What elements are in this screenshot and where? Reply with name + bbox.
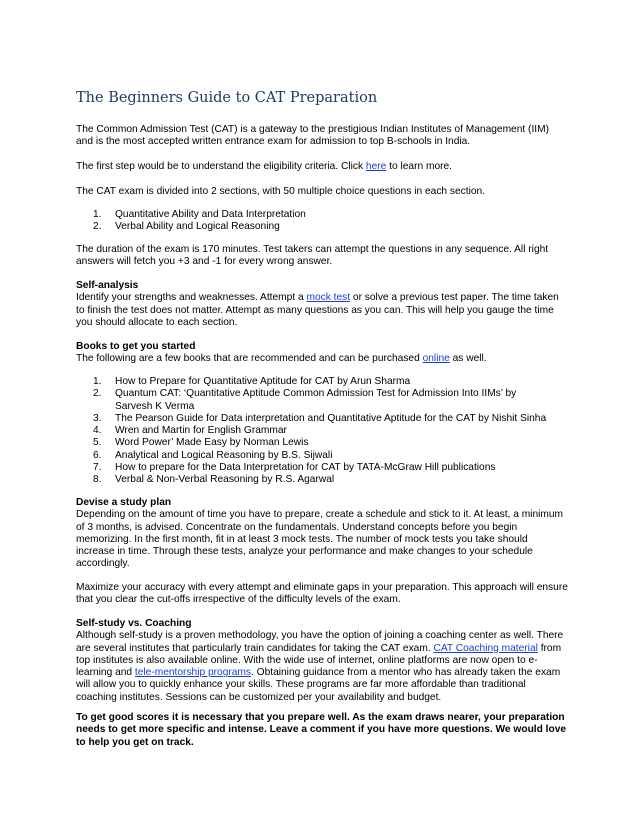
self-analysis-body: Identify your strengths and weaknesses. Attempt a mock test or solve a previous test paper. The time taken to finish the test does not matter. Attempt as many questions as you can. This will help you gauge the time you should allocate to each section. xyxy=(76,292,559,328)
coaching-body: Although self-study is a proven methodology, you have the option of joining a coaching center as well. There are several institutes that particularly train candidates for taking the CAT exam. CAT Coaching material from top institutes is also available online. With the wide use of internet, online platforms are now open to e-learning and tele-mentorship programs. Obtaining guidance from a mentor who has already taken the exam will allow you to quickly enhance your skills. These programs are far more affordable than traditional coaching institutes. Sessions can be customized per your availability and budget. xyxy=(76,630,564,703)
list-item: 2. Quantum CAT: ‘Quantitative Aptitude Common Admission Test for Admission Into IIMs’ by Sarvesh K Verma xyxy=(93,388,517,412)
study-plan-body: Depending on the amount of time you have to prepare, create a schedule and stick to it. At least, a minimum of 3 months, is advised. Concentrate on the fundamentals. Understand concepts before you begin memorizing. In the first month, fit in at least 3 mock tests. The number of mock tests you take should increase in time. Through these tests, analyze your performance and make changes to your schedule accordingly. xyxy=(76,509,564,570)
sections-list xyxy=(76,209,568,234)
list-item: 6. Analytical and Logical Reasoning by B.S. Sijwali xyxy=(93,449,333,461)
coaching-section xyxy=(76,618,568,704)
mock-test-link[interactable]: mock test xyxy=(306,292,351,304)
list-item: 1. Quantitative Ability and Data Interpretation xyxy=(93,209,306,220)
books-section xyxy=(76,341,568,366)
eligibility-paragraph: The first step would be to understand the eligibility criteria. Click here to learn more. xyxy=(76,161,452,172)
sections-intro: The CAT exam is divided into 2 sections, with 50 multiple choice questions in each section. xyxy=(76,186,486,197)
study-plan-heading: Devise a study plan xyxy=(76,497,172,508)
intro-paragraph: The Common Admission Test (CAT) is a gateway to the prestigious Indian Institutes of Management (IIM) and is the most accepted written entrance exam for admission to top B-schools in India. xyxy=(76,124,549,148)
coaching-heading: Self-study vs. Coaching xyxy=(76,618,192,629)
accuracy-paragraph: Maximize your accuracy with every attempt and eliminate gaps in your preparation. This approach will ensure that you clear the cut-offs irrespective of the difficulty levels of the exam. xyxy=(76,582,568,606)
online-link[interactable]: online xyxy=(422,353,450,365)
study-plan-section xyxy=(76,497,568,571)
list-item: 2. Verbal Ability and Logical Reasoning xyxy=(93,221,280,233)
list-item: 1. How to Prepare for Quantitative Aptitude for CAT by Arun Sharma xyxy=(93,376,411,387)
page-title: The Beginners Guide to CAT Preparation xyxy=(76,90,378,106)
tele-mentorship-link[interactable]: tele-mentorship programs xyxy=(134,667,251,679)
list-item: 8. Verbal & Non-Verbal Reasoning by R.S. Agarwal xyxy=(93,474,335,486)
list-item: 3. The Pearson Guide for Data interpretation and Quantitative Aptitude for the CAT by Nishit Sinha xyxy=(93,412,547,424)
list-item: 7. How to prepare for the Data Interpretation for CAT by TATA-McGraw Hill publications xyxy=(93,462,496,474)
list-item: 5. Word Power’ Made Easy by Norman Lewis xyxy=(93,437,309,449)
list-item: 4. Wren and Martin for English Grammar xyxy=(93,425,287,437)
books-intro: The following are a few books that are recommended and can be purchased online as well. xyxy=(76,353,487,365)
cat-coaching-link[interactable]: CAT Coaching material xyxy=(433,642,538,654)
self-analysis-heading: Self-analysis xyxy=(76,280,139,291)
self-analysis-section xyxy=(76,280,568,329)
books-heading: Books to get you started xyxy=(76,341,196,352)
closing-paragraph: To get good scores it is necessary that you prepare well. As the exam draws nearer, your preparation needs to get more specific and intense. Leave a comment if you have more questions. We would love to help you get on track. xyxy=(76,712,567,748)
books-list xyxy=(76,376,568,487)
duration-paragraph: The duration of the exam is 170 minutes. Test takers can attempt the questions in any sequence. All right answers will fetch you +3 and -1 for every wrong answer. xyxy=(76,244,549,268)
eligibility-link[interactable]: here xyxy=(365,161,387,172)
